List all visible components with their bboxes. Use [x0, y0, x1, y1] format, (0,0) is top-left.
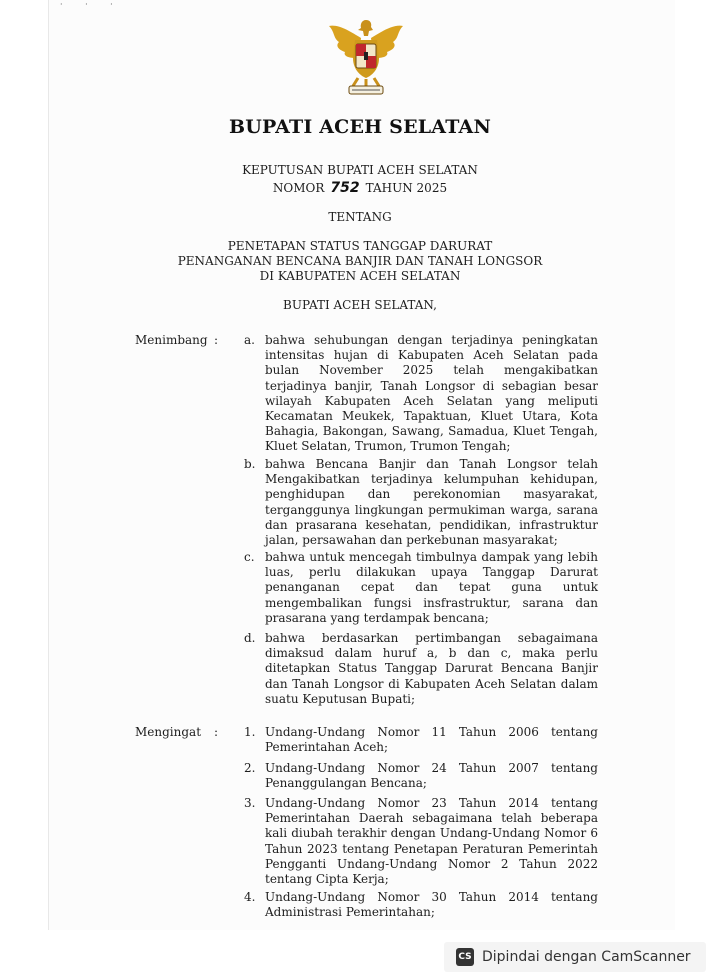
item-marker: 2. — [244, 761, 256, 775]
item-text: bahwa untuk mencegah timbulnya dampak yang lebih luas, perlu dilakukan upaya Tanggap Darurat penanganan cepat dan tepat guna untuk mengembalikan fungsi insfrastruktur, sarana dan prasarana yang terdampak bencana; — [265, 550, 598, 625]
item-text: bahwa Bencana Banjir dan Tanah Longsor telah Mengakibatkan terjadinya kelumpuhan kehidupan, penghidupan dan perekonomian masyarakat, terganggunya lingkungan permukiman warga, sarana dan prasarana kesehatan, pendidikan, infrastruktur jalan, persawahan dan perkebunan masyarakat; — [265, 457, 598, 548]
item-marker: a. — [244, 333, 255, 347]
issuer-heading: BUPATI ACEH SELATAN, — [283, 298, 437, 312]
item-text: bahwa sehubungan dengan terjadinya peningkatan intensitas hujan di Kabupaten Aceh Selatan pada bulan November 2025 telah mengakibatkan terjadinya banjir, Tanah Longsor di sebagian besar wilayah Kabupaten Aceh Selatan yang meliputi Kecamatan Meukek, Tapaktuan, Kluet Utara, Kota Bahagia, Bakongan, Sawang, Samadua, Kluet Tengah, Kluet Selatan, Trumon, Trumon Tengah; — [265, 333, 598, 454]
item-marker: d. — [244, 631, 256, 645]
decree-heading: KEPUTUSAN BUPATI ACEH SELATAN — [242, 163, 478, 177]
camscanner-logo-icon: CS — [456, 948, 474, 966]
mengingat-label: Mengingat — [135, 725, 202, 739]
mengingat-item-2 — [244, 761, 598, 791]
menimbang-item-a — [244, 333, 598, 455]
tentang-heading: TENTANG — [328, 210, 392, 224]
page-title: BUPATI ACEH SELATAN — [228, 116, 492, 138]
camscanner-watermark — [444, 942, 706, 972]
scan-artifact: · · · — [60, 0, 123, 9]
item-text: bahwa berdasarkan pertimbangan sebagaimana dimaksud dalam huruf a, b dan c, maka perlu ditetapkan Status Tanggap Darurat Bencana Banjir dan Tanah Longsor di Kabupaten Aceh Selatan dalam suatu Keputusan Bupati; — [265, 631, 598, 706]
camscanner-text: Dipindai dengan CamScanner — [482, 949, 691, 965]
item-text: Undang-Undang Nomor 11 Tahun 2006 tentang Pemerintahan Aceh; — [265, 725, 598, 755]
garuda-emblem-icon — [325, 14, 407, 100]
item-marker: 1. — [244, 725, 256, 739]
nomor-label: NOMOR — [272, 181, 325, 195]
decree-number-handwritten: 752 — [330, 180, 360, 196]
menimbang-item-b — [244, 457, 598, 548]
menimbang-label: Menimbang — [135, 333, 208, 347]
menimbang-colon: : — [214, 333, 219, 347]
mengingat-colon: : — [214, 725, 219, 739]
item-marker: 3. — [244, 796, 256, 810]
item-marker: 4. — [244, 890, 256, 904]
subject-line-3: DI KABUPATEN ACEH SELATAN — [259, 269, 461, 283]
decree-year: TAHUN 2025 — [365, 181, 448, 195]
subject-line-1: PENETAPAN STATUS TANGGAP DARURAT — [227, 239, 493, 253]
item-text: Undang-Undang Nomor 24 Tahun 2007 tentang Penanggulangan Bencana; — [265, 761, 598, 791]
subject-line-2: PENANGANAN BENCANA BANJIR DAN TANAH LONGSOR — [177, 254, 543, 268]
mengingat-item-3 — [244, 796, 598, 887]
item-text: Undang-Undang Nomor 30 Tahun 2014 tentang Administrasi Pemerintahan; — [265, 890, 598, 920]
mengingat-item-1 — [244, 725, 598, 755]
menimbang-item-d — [244, 631, 598, 707]
menimbang-item-c — [244, 550, 598, 626]
item-marker: c. — [244, 550, 255, 564]
item-text: Undang-Undang Nomor 23 Tahun 2014 tentang Pemerintahan Daerah sebagaimana telah beberapa kali diubah terakhir dengan Undang-Undang Nomor 6 Tahun 2023 tentang Penetapan Peraturan Pemerintah Pengganti Undang-Undang Nomor 2 Tahun 2022 tentang Cipta Kerja; — [265, 796, 598, 887]
mengingat-item-4 — [244, 890, 598, 920]
item-marker: b. — [244, 457, 256, 471]
decree-number-line — [0, 180, 720, 196]
